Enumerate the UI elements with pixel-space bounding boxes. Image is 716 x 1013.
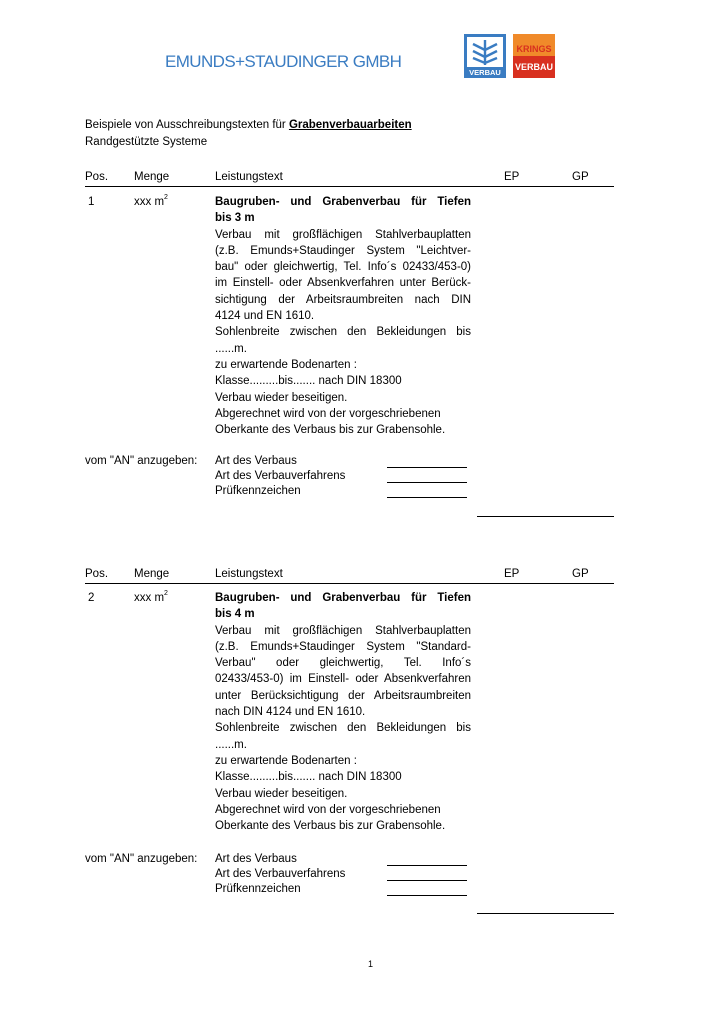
description-line: Sohlenbreite zwischen den Bekleidungen bis bbox=[215, 326, 471, 339]
quantity-text: xxx m bbox=[134, 196, 165, 208]
intro-emphasis: Grabenverbauarbeiten bbox=[288, 119, 412, 131]
position-number: 1 bbox=[88, 196, 95, 208]
description-line: Klasse.........bis....... nach DIN 18300 bbox=[215, 375, 402, 388]
description-line: Verbau mit großflächigen Stahlverbauplatten bbox=[215, 624, 471, 637]
fill-in-blank bbox=[387, 467, 467, 468]
header-pos: Pos. bbox=[85, 568, 109, 580]
quantity-exponent: 2 bbox=[164, 194, 168, 201]
description-line: ......m. bbox=[215, 342, 247, 355]
header-ep: EP bbox=[504, 568, 520, 580]
header-gp: GP bbox=[572, 568, 589, 580]
fill-in-blank bbox=[387, 880, 467, 881]
header-ep: EP bbox=[504, 171, 520, 183]
description-line: Verbau wieder beseitigen. bbox=[215, 787, 348, 800]
description-line: Klasse.........bis....... nach DIN 18300 bbox=[215, 771, 402, 784]
quantity-text: xxx m bbox=[134, 592, 165, 604]
description-line: 02433/453-0) im Einstell- oder Absenkverfahren bbox=[215, 673, 471, 686]
description-line: bau" oder gleichwertig, Tel. Info´s 02433/453-0) bbox=[215, 261, 471, 274]
fill-in-blank bbox=[387, 482, 467, 483]
position-description bbox=[215, 590, 471, 834]
an-item: Prüfkennzeichen bbox=[215, 485, 301, 497]
total-rule bbox=[477, 913, 614, 914]
an-item: Art des Verbaus bbox=[215, 455, 297, 467]
description-line: Verbau mit großflächigen Stahlverbauplatten bbox=[215, 228, 471, 241]
description-line: Verbau" oder gleichwertig, Tel. Info´s bbox=[215, 657, 471, 670]
fill-in-blank bbox=[387, 497, 467, 498]
description-title-line-1: Baugruben- und Grabenverbau für Tiefen bbox=[215, 196, 471, 208]
total-rule bbox=[477, 516, 614, 517]
company-name: EMUNDS+STAUDINGER GMBH bbox=[165, 52, 402, 71]
intro-prefix: Beispiele von Ausschreibungstexten für bbox=[85, 119, 289, 131]
quantity-exponent: 2 bbox=[164, 590, 168, 597]
an-label: vom "AN" anzugeben: bbox=[85, 853, 198, 865]
an-label: vom "AN" anzugeben: bbox=[85, 455, 198, 467]
an-item: Art des Verbauverfahrens bbox=[215, 470, 346, 482]
header-rule bbox=[85, 583, 614, 584]
an-item: Prüfkennzeichen bbox=[215, 883, 301, 895]
description-line: Abgerechnet wird von der vorgeschriebenen bbox=[215, 803, 441, 816]
fill-in-blank bbox=[387, 865, 467, 866]
description-line: (z.B. Emunds+Staudinger System "Standard- bbox=[215, 640, 471, 653]
position-number: 2 bbox=[88, 592, 95, 604]
description-title-line-2: bis 4 m bbox=[215, 608, 255, 621]
description-line: zu erwartende Bodenarten : bbox=[215, 754, 357, 767]
header-leistungstext: Leistungstext bbox=[215, 171, 283, 183]
header-rule bbox=[85, 186, 614, 187]
description-line: nach DIN 4124 und EN 1610. bbox=[215, 706, 366, 719]
intro-line-1 bbox=[85, 119, 412, 131]
an-item: Art des Verbauverfahrens bbox=[215, 868, 346, 880]
position-quantity bbox=[134, 196, 168, 208]
an-item: Art des Verbaus bbox=[215, 853, 297, 865]
description-line: Abgerechnet wird von der vorgeschriebenen bbox=[215, 407, 441, 420]
description-line: im Einstell- oder Absenkverfahren unter Berück- bbox=[215, 277, 471, 290]
position-quantity bbox=[134, 592, 168, 604]
fill-in-blank bbox=[387, 895, 467, 896]
description-line: unter Berücksichtigung der Arbeitsraumbreiten bbox=[215, 689, 471, 702]
header-gp: GP bbox=[572, 171, 589, 183]
intro-line-2: Randgestützte Systeme bbox=[85, 136, 208, 148]
description-line: ......m. bbox=[215, 738, 247, 751]
description-title-line-2: bis 3 m bbox=[215, 212, 255, 225]
description-line: Oberkante des Verbaus bis zur Grabensohle. bbox=[215, 424, 446, 437]
logo-verbau-text: VERBAU bbox=[469, 68, 501, 77]
header-menge: Menge bbox=[134, 171, 170, 183]
description-line: 4124 und EN 1610. bbox=[215, 310, 315, 323]
description-line: zu erwartende Bodenarten : bbox=[215, 358, 357, 371]
description-title-line-1: Baugruben- und Grabenverbau für Tiefen bbox=[215, 592, 471, 604]
logo-krings-text-2: VERBAU bbox=[514, 62, 554, 72]
header-pos: Pos. bbox=[85, 171, 109, 183]
logo-krings-text-1: KRINGS bbox=[516, 44, 552, 54]
header-leistungstext: Leistungstext bbox=[215, 568, 283, 580]
description-line: Sohlenbreite zwischen den Bekleidungen bis bbox=[215, 722, 471, 735]
description-line: Verbau wieder beseitigen. bbox=[215, 391, 348, 404]
verbau-logo bbox=[464, 34, 506, 78]
description-line: Oberkante des Verbaus bis zur Grabensohle. bbox=[215, 820, 446, 833]
header-menge: Menge bbox=[134, 568, 170, 580]
krings-logo bbox=[513, 34, 555, 78]
description-line: (z.B. Emunds+Staudinger System "Leichtver- bbox=[215, 244, 471, 257]
page-number: 1 bbox=[368, 959, 374, 969]
description-line: sichtigung der Arbeitsraumbreiten nach DIN bbox=[215, 293, 471, 306]
position-description bbox=[215, 194, 471, 438]
